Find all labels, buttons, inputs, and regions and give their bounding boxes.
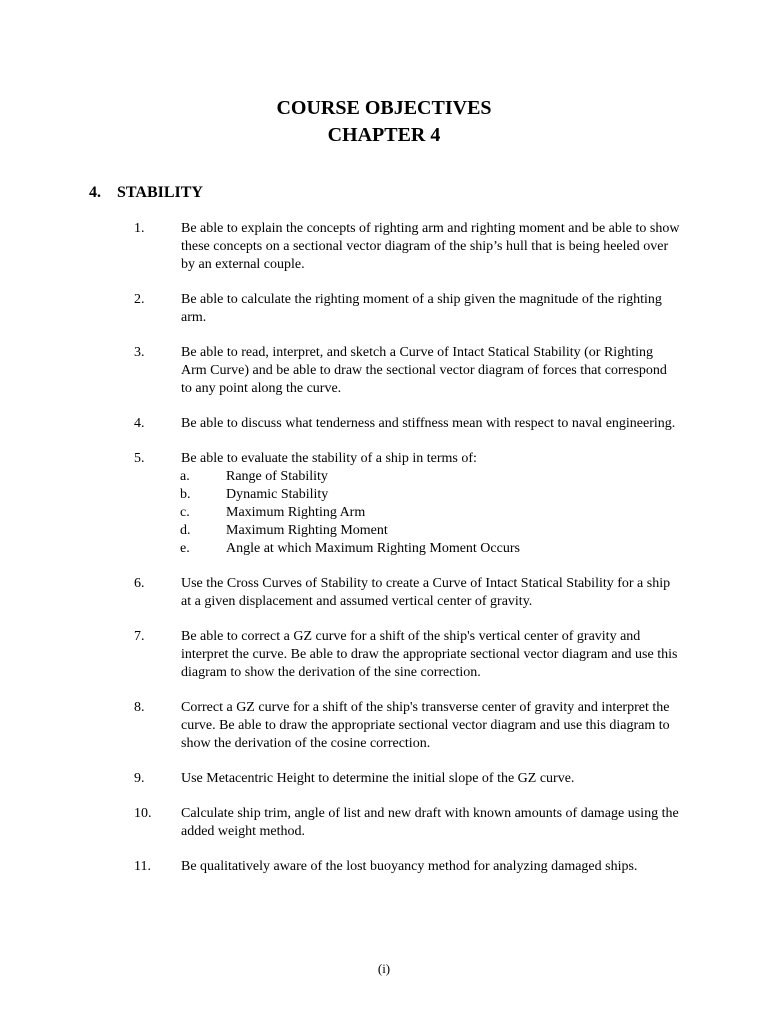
objective-number: 2. (134, 292, 145, 307)
objective-number: 5. (134, 451, 145, 466)
sublist-item (181, 540, 681, 558)
objective-number: 4. (134, 416, 145, 431)
objective-text: Be qualitatively aware of the lost buoyancy method for analyzing damaged ships. (181, 859, 638, 874)
objective-number: 10. (134, 806, 152, 821)
objective-intro: Be able to evaluate the stability of a ship in terms of: (181, 451, 477, 466)
objective-item (0, 805, 768, 841)
sublist-item (181, 486, 681, 504)
sublist-text: Dynamic Stability (226, 487, 329, 502)
objective-text: Use the Cross Curves of Stability to create a Curve of Intact Statical Stability for a ship at a given displacement and assumed vertical center of gravity. (181, 576, 671, 609)
section-number: 4. (89, 184, 101, 201)
page-number: (i) (377, 961, 391, 976)
objective-item (0, 220, 768, 274)
objectives-list (0, 220, 768, 893)
section-title: STABILITY (117, 184, 203, 201)
chapter-heading: CHAPTER 4 (327, 124, 441, 146)
objective-item (0, 699, 768, 753)
objective-item (0, 575, 768, 611)
objective-item (0, 450, 768, 558)
objective-item (0, 344, 768, 398)
objective-item (0, 858, 768, 876)
sublist-letter: d. (180, 523, 191, 538)
sublist-text: Range of Stability (226, 469, 328, 484)
section-heading (89, 183, 203, 203)
objective-item (0, 770, 768, 788)
objective-text: Be able to explain the concepts of righting arm and righting moment and be able to show these concepts on a sectional vector diagram of the ship’s hull that is being heeled over by an external couple. (181, 221, 680, 272)
sublist-text: Maximum Righting Arm (226, 505, 366, 520)
objective-number: 11. (134, 859, 151, 874)
sublist-letter: a. (180, 469, 190, 484)
objective-number: 1. (134, 221, 145, 236)
page-title: COURSE OBJECTIVES (276, 97, 492, 119)
objective-number: 9. (134, 771, 145, 786)
sublist-letter: e. (180, 541, 190, 556)
sublist-item (181, 522, 681, 540)
sublist-item (181, 468, 681, 486)
sublist-letter: c. (180, 505, 190, 520)
objective-text: Use Metacentric Height to determine the initial slope of the GZ curve. (181, 771, 575, 786)
criteria-sublist (181, 468, 681, 558)
objective-text: Be able to calculate the righting moment of a ship given the magnitude of the righting arm. (181, 292, 662, 325)
objective-number: 8. (134, 700, 145, 715)
sublist-item (181, 504, 681, 522)
objective-item (0, 415, 768, 433)
objective-text: Calculate ship trim, angle of list and new draft with known amounts of damage using the added weight method. (181, 806, 679, 839)
objective-item (0, 628, 768, 682)
objective-number: 6. (134, 576, 145, 591)
objective-number: 3. (134, 345, 145, 360)
sublist-text: Angle at which Maximum Righting Moment Occurs (226, 541, 520, 556)
objective-text: Correct a GZ curve for a shift of the ship's transverse center of gravity and interpret the curve. Be able to draw the appropriate sectional vector diagram and use this diagram to show the derivation of the cosine correction. (181, 700, 670, 751)
objective-number: 7. (134, 629, 145, 644)
objective-item (0, 291, 768, 327)
objective-text: Be able to correct a GZ curve for a shift of the ship's vertical center of gravity and interpret the curve. Be able to draw the appropriate sectional vector diagram and use this diagram to show the derivation of the sine correction. (181, 629, 678, 680)
objective-text: Be able to read, interpret, and sketch a Curve of Intact Statical Stability (or Righting Arm Curve) and be able to draw the sectional vector diagram of forces that correspond to any point along the curve. (181, 345, 667, 396)
sublist-text: Maximum Righting Moment (226, 523, 388, 538)
sublist-letter: b. (180, 487, 191, 502)
objective-text: Be able to discuss what tenderness and stiffness mean with respect to naval engineering. (181, 416, 676, 431)
objective-text (181, 450, 681, 558)
